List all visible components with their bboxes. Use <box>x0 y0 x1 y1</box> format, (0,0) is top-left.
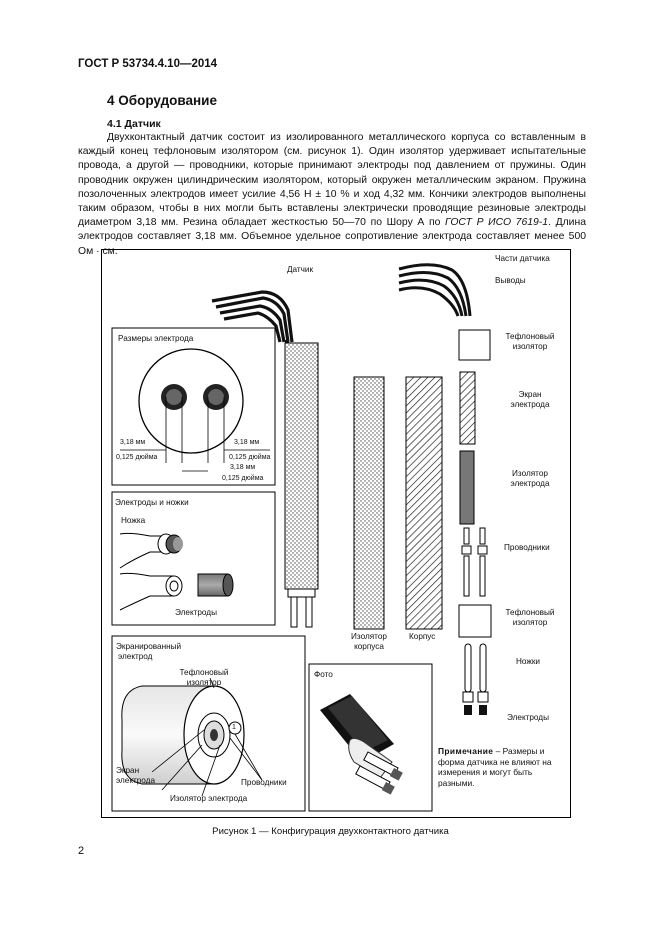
part-conductors-label: Проводники <box>504 543 550 552</box>
dim-center-mm: 3,18 мм <box>230 464 256 471</box>
dim-right-mm: 3,18 мм <box>234 439 260 446</box>
parts-label: Части датчика <box>495 254 550 263</box>
page-number: 2 <box>78 845 85 857</box>
leads-label: Выводы <box>495 276 526 285</box>
teflon-insulator-line-1: Тефлоновый <box>179 668 229 677</box>
subsection-title: 4.1 Датчик <box>107 118 161 130</box>
part-electrode-screen <box>460 372 475 444</box>
part-teflon-line-2: изолятор <box>512 342 548 351</box>
parts-wires <box>399 265 470 316</box>
dim-left-mm: 3,18 мм <box>120 439 146 446</box>
part-screen-line-1: Экран <box>518 390 542 399</box>
teflon-insulator-line-2: изолятор <box>186 678 222 687</box>
housing-insulator-line-1: Изолятор <box>351 632 387 641</box>
part-teflon-insulator <box>459 330 490 360</box>
marker-1: 1 <box>232 724 236 731</box>
part-legs <box>463 644 488 702</box>
figure-caption: Рисунок 1 — Конфигурация двухконтактного датчика <box>212 826 449 837</box>
part-insulator-line-1: Изолятор <box>512 469 548 478</box>
part-teflon-line-1: Тефлоновый <box>505 332 555 341</box>
electrode-insulator-label: Изолятор электрода <box>170 794 248 803</box>
standard-reference: ГОСТ Р ИСО 7619-1 <box>445 217 549 229</box>
screen-line-1: Экран <box>116 766 140 775</box>
electrode-sizes-title: Размеры электрода <box>118 334 194 343</box>
part-insulator-line-2: электрода <box>510 479 550 488</box>
note-text: – Размеры и форма датчика не влияют на измерения и могут быть разными. <box>438 746 552 788</box>
paragraph-part-1: Двухконтактный датчик состоит из изолированного металлического корпуса со вставленным в каждый конец тефлоновым изолятором (см. рисунок 1). Один изолятор удерживает испытательные провода, а другой — проводники, которые принимают электроды под давлением от пружины. Один проводник окружен цилиндрическим изолятором, который окружен металлическим экраном. Пружина позолоченных электродов имеет усилие 4,56 Н ± 10 % и ход 4,32 мм. Кончики электродов выполнены таким образом, чтобы в них могли быть вставлены электрически проводящие резиновые электроды диаметром 3,18 мм. Резина обладает жесткостью 50—70 по Шору А по <box>78 132 586 229</box>
shielded-title-1: Экранированный <box>116 642 182 651</box>
housing-insulator-label <box>345 632 393 652</box>
sensor-wires <box>212 292 292 342</box>
document-header: ГОСТ Р 53734.4.10—2014 <box>78 58 218 70</box>
part-electrodes-label: Электроды <box>507 713 549 722</box>
screen-line-2: электрода <box>116 776 156 785</box>
sensor-body <box>285 343 318 589</box>
part-conductors <box>462 528 487 596</box>
figure-1 <box>101 249 571 818</box>
housing <box>406 377 442 629</box>
body-paragraph <box>78 131 586 259</box>
electrodes-label: Электроды <box>175 608 217 617</box>
part-teflon2-label <box>500 608 560 628</box>
dim-right-in: 0,125 дюйма <box>229 454 271 461</box>
part-teflon-insulator-2 <box>459 605 491 637</box>
housing-insulator-line-2: корпуса <box>354 642 384 651</box>
part-electrodes <box>464 705 487 715</box>
photo-label: Фото <box>314 670 333 679</box>
housing-insulator <box>354 377 384 629</box>
shielded-title-2: электрод <box>118 652 153 661</box>
dim-center-in: 0,125 дюйма <box>222 475 264 482</box>
housing-label: Корпус <box>409 632 436 641</box>
sensor-label: Датчик <box>287 265 314 274</box>
part-electrode-insulator <box>460 451 474 524</box>
conductors-label: Проводники <box>241 778 287 787</box>
note-head: Примечание <box>438 746 494 756</box>
part-teflon2-line-1: Тефлоновый <box>505 608 555 617</box>
dim-left-in: 0,125 дюйма <box>116 454 158 461</box>
leg-label: Ножка <box>121 516 146 525</box>
part-screen-label <box>500 390 560 410</box>
electrodes-legs-title: Электроды и ножки <box>115 498 189 507</box>
paragraph-part-2: . Длина электродов составляет 3,18 мм. Объемное удельное сопротивление электрода составляет менее 500 Ом · см. <box>78 217 586 257</box>
part-insulator-label <box>500 469 560 489</box>
screen-label <box>116 766 155 786</box>
part-screen-line-2: электрода <box>510 400 550 409</box>
part-teflon-label <box>500 332 560 352</box>
teflon-insulator-label <box>172 668 236 688</box>
part-teflon2-line-2: изолятор <box>512 618 548 627</box>
figure-note <box>438 746 568 788</box>
section-title: 4 Оборудование <box>107 93 217 108</box>
part-legs-label: Ножки <box>516 657 541 666</box>
